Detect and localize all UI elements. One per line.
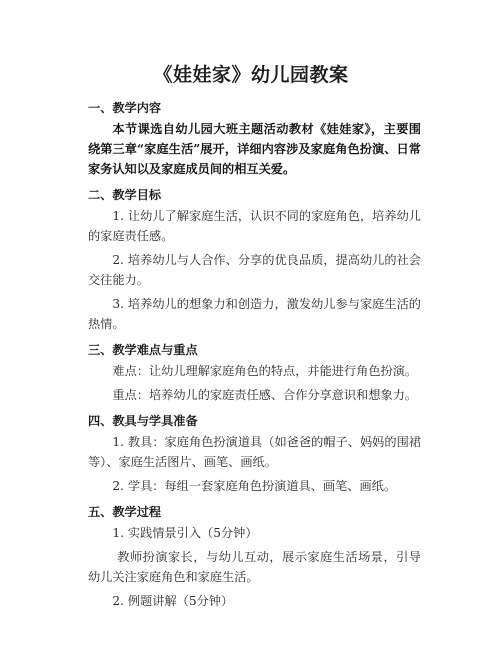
process-step-1: 1. 实践情景引入（5分钟） <box>112 526 258 540</box>
document-body <box>88 96 421 611</box>
focus-text: 重点：培养幼儿的家庭责任感、合作分享意识和想象力。 <box>112 388 418 402</box>
section-heading-goals: 二、教学目标 <box>88 188 162 202</box>
goal-item-2: 2. 培养幼儿与人合作、分享的优良品质，提高幼儿的社会交往能力。 <box>88 253 421 287</box>
section-heading-materials: 四、教具与学具准备 <box>88 414 198 428</box>
document-title: 《娃娃家》幼儿园教案 <box>153 64 349 86</box>
material-item-1: 1. 教具：家庭角色扮演道具（如爸爸的帽子、妈妈的围裙等）、家庭生活图片、画笔、画纸。 <box>88 435 421 469</box>
process-step-2: 2. 例题讲解（5分钟） <box>112 594 234 608</box>
process-step-1-detail: 教师扮演家长，与幼儿互动，展示家庭生活场景，引导幼儿关注家庭角色和家庭生活。 <box>88 550 421 584</box>
goal-item-3: 3. 培养幼儿的想象力和创造力，激发幼儿参与家庭生活的热情。 <box>88 297 421 331</box>
goal-item-1: 1. 让幼儿了解家庭生活，认识不同的家庭角色，培养幼儿的家庭责任感。 <box>88 209 421 243</box>
material-item-2: 2. 学具：每组一套家庭角色扮演道具、画笔、画纸。 <box>112 479 397 493</box>
difficulty-text: 难点：让幼儿理解家庭角色的特点，并能进行角色扮演。 <box>112 364 418 378</box>
section-heading-process: 五、教学过程 <box>88 505 162 519</box>
section-heading-key-points: 三、教学难点与重点 <box>88 343 198 357</box>
content-paragraph: 本节课选自幼儿园大班主题活动教材《娃娃家》，主要围绕第三章“家庭生活”展开，详细内容涉及家庭角色扮演、日常家务认知以及家庭成员间的相互关爱。 <box>88 122 421 176</box>
section-heading-content: 一、教学内容 <box>88 101 162 115</box>
